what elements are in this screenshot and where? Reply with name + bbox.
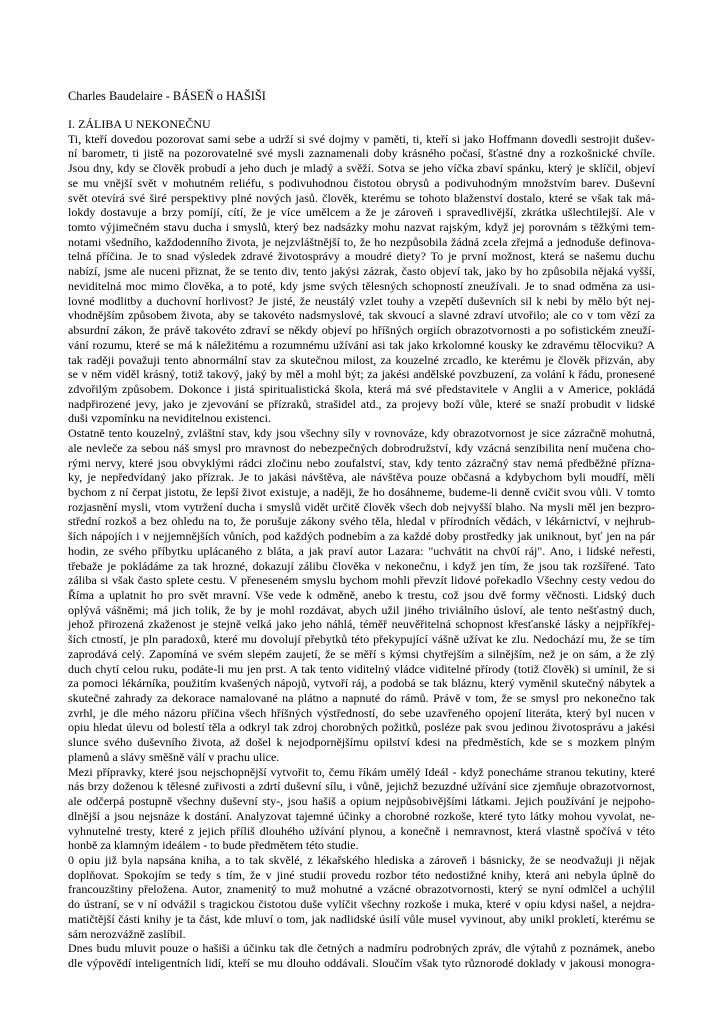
text-line: za pomoci lékárníka, použitím kvašených nápojů, vytvoří ráj, a podobá se tak bláznu, který vyměnil skutečný nábytek a: [68, 676, 655, 691]
text-line: opiu hledat úlevu od bolestí těla a odkryl tak zdroj chorobných požitků, posléze pak svou jedinou životosprávu a jakési: [68, 720, 655, 735]
document-body: [68, 117, 655, 971]
text-line: se mu vnější svět v mohutném reliéfu, s podivuhodnou čistotou obrysů a podivuhodným množstvím barev. Duševní: [68, 175, 655, 190]
text-line: zaprodává celý. Zapomíná ve svém slepém zaujetí, že se měří s kýmsi chytřejším a silnějším, než je on sám, a že zlý: [68, 646, 655, 661]
text-line: vání rozumu, které se má k náležitému a rozumnému užívání asi tak jako krkolomné kousky ke zdravému tělocviku? A: [68, 337, 655, 352]
text-line: Dnes budu mluvit pouze o hašiši a účinku tak dle četných a nadmíru podrobných zpráv, dle výtahů z poznámek, anebo: [68, 941, 655, 956]
text-line: nás brzy doženou k tělesné zuřivosti a zdrtí duševní sílu, i vůně, jejichž bezuzdné užívání sice zjemňuje obrazotvornost,: [68, 779, 655, 794]
text-line: vhodnějším způsobem života, aby se takovéto nadsmyslové, tak skvoucí a slavné zdraví utvořilo; ale co v tom vězí za: [68, 308, 655, 323]
text-line: Ostatně tento kouzelný, zvláštní stav, kdy jsou všechny síly v rovnováze, kdy obrazotvornost je sice zázračně mohutná,: [68, 426, 655, 441]
text-line: sám nerozvážně zaslíbil.: [68, 926, 186, 941]
text-line: tak raději považuji tento abnormální stav za skutečnou milost, za kouzelné zrcadlo, ke kterému je člověk přizván, aby: [68, 352, 655, 367]
text-line: ky, je nepředvídaný jako přízrak. Je to jakási návštěva, ale návštěva pouze občasná a kdybychom byli moudří, měli: [68, 470, 655, 485]
text-line: doplňovat. Spokojím se tedy s tím, že v jiné studii provedu rozbor této nedostižné knihy, která ani nebyla úplně do: [68, 867, 655, 882]
text-line: ní barometr, ti jistě na pozorovatelné své mysli zaznamenali doby krásného počasí, šťastné dny a rozkošnické chvíle.: [68, 146, 655, 161]
text-line: neviditelná moc mimo člověka, a to poté, kdy jsme svých tělesných schopností zneužívali. Je to snad odměna za usi-: [68, 278, 655, 293]
text-line: Říma a uplatnit ho pro svět mravní. Vše vede k odměně, anebo k trestu, což jsou dvě formy věčnosti. Lidský duch: [68, 588, 655, 602]
text-line: rozjasnění mysli, vtom vytržení ducha i smyslů vidět určitě člověk všech dob nejvyšší blaho. Na mysli měl jen bezpro-: [68, 499, 655, 514]
text-line: bychom z ní čerpat jistotu, že lepší život existuje, a naději, že ho dosáhneme, budeme-li denně cvičit svou vůli. V tomto: [68, 484, 655, 499]
text-line: notami všedního, každodenního života, je nejzvláštnější to, že ho nezpůsobila žádná zcela zřejmá a jednoduše definova-: [68, 234, 655, 249]
text-line: zvrhl, je dle mého názoru příčina všech hříšných výstředností, do sebe uzavřeného opojení literáta, který byl nucen v: [68, 705, 655, 720]
text-line: střední rozkoš a bez ohledu na to, že porušuje zákony svého těla, hledal v přírodních vědách, v lékárnictví, v nejhrub-: [68, 514, 655, 529]
text-line: Jsou dny, kdy se člověk probudí a jeho duch je mladý a svěží. Sotva se jeho víčka zbaví spánku, který je sklíčil, objeví: [68, 161, 655, 176]
text-line: nadpřirozené jevy, jako je zjevování se přízraků, strašidel atd., za projevy boží vůle, které se snaží probudit v lidské: [68, 396, 655, 411]
text-line: ších nápojích i v nejjemnějších vůních, pod každých podnebím a za každé doby prostředky jak uniknout, byť jen na pár: [68, 529, 655, 544]
text-line: dle výpovědí inteligentních lidí, kteří se mu dlouho oddávali. Sloučím však tyto různorodé doklady v jakousi monogra-: [68, 955, 655, 970]
text-line: Mezi přípravky, které jsou nejschopnější vytvořit to, čemu říkám umělý Ideál - když ponecháme stranou tekutiny, které: [68, 764, 655, 779]
text-line: jehož přirozená zkaženost je stejně velká jako jeho náhlá, téměř neuvěřitelná schopnost křesťanské lásky a nejpříkřej-: [68, 617, 655, 632]
text-line: plamenů a slávy směšně válí v prachu ulice.: [68, 749, 280, 764]
text-line: telná příčina. Je to snad výsledek zdravé životosprávy a moudré diety? To je první možnost, která se našemu duchu: [68, 249, 655, 264]
text-line: slunce svého duševního života, až došel k nejodpornějšímu opilství kdesi na předměstích, kde se s mozkem plným: [68, 735, 655, 750]
text-line: nabízí, jsme ale nuceni přiznat, že se tento div, tento jakýsi zázrak, často objeví tak, jako by ho způsobila nějaká vyšší,: [68, 264, 655, 279]
text-line: skutečné zahrady za dekorace namalované na plátno a napnuté do rámů. Právě v tom, že se smysl pro nekonečno tak: [68, 691, 655, 706]
text-line: třebaže je pokládáme za tak hrozné, dokazují zálibu člověka v nekonečnu, i když jen tím, že jsou tak rozšířené. Tato: [68, 558, 655, 573]
text-line: ale odčerpá postupně všechny duševní sty-, jsou hašiš a opium nejpůsobivějšími látkami. Jejich používání je nejpoho-: [68, 794, 655, 809]
text-line: duši vzpomínku na neviditelnou existenci.: [68, 411, 271, 426]
text-line: lovné modlitby a duchovní horlivost? Je jisté, že neustálý vzlet touhy a vzepětí duševních sil k nebi by mělo být nej-: [68, 293, 655, 308]
text-line: ale nevleče za sebou náš smysl pro mravnost do nebezpečných dobrodružství, kdy vzácná senzibilita není mučena cho-: [68, 440, 655, 455]
text-line: zdvořilým způsobem. Dokonce i jistá spiritualistická škola, která má své představitele v Anglii a v Americe, pokládá: [68, 381, 655, 396]
text-line: svět otevírá své širé perspektivy plné nových jasů. člověk, kterému se tohoto blaženství dostalo, které se však tak má-: [68, 190, 655, 205]
text-line: rými nervy, které jsou obvyklými rádci zločinu nebo zoufalství, stav, kdy tento zázračný stav nemá předběžné přízna-: [68, 455, 655, 470]
text-line: se v něm viděl krásný, totiž takový, jaký by měl a mohl být; za jakési andělské povzbuzení, za volání k řádu, pronesené: [68, 367, 655, 382]
document-header: Charles Baudelaire - BÁSEŇ o HAŠIŠI: [68, 89, 266, 103]
text-line: vyhnutelné tresty, které z jejich příliš dlouhého užívání plynou, a konečně i nemravnost, která vlastně spočívá v této: [68, 823, 655, 838]
text-line: 0 opiu již byla napsána kniha, a to tak skvělé, z lékařského hlediska a zároveň i básnicky, že se neodvažuji ji nějak: [68, 852, 655, 867]
text-line: dlnější a jsou nejsnáze k dostání. Analyzovat tajemné účinky a chorobné rozkoše, které tyto látky mohou vyvolat, ne-: [68, 808, 655, 823]
text-line: francouzštiny přeložena. Autor, znamenitý to muž mohutné a vzácné obrazotvornosti, který se nyní odmlčel a uchýlil: [68, 882, 655, 897]
text-line: matičtější části knihy je ta část, kde mluví o tom, jak nadlidské úsilí vůle musel vyvinout, aby unikl prokletí, kterému se: [68, 911, 655, 926]
text-line: do ústraní, se v ní odvážil s tragickou čistotou duše vylíčit všechny rozkoše i muka, které v opiu kdysi našel, a nejdra-: [68, 897, 655, 912]
text-line: absurdní zákon, že právě takovéto zdraví se někdy objeví po hříšných orgiích obrazotvornosti a po sofistickém zneuží-: [68, 323, 655, 338]
section-heading: I. ZÁLIBA U NEKONEČNU: [68, 117, 211, 131]
text-line: lokdy dostavuje a brzy pomíjí, cítí, že je více umělcem a že je zároveň i spravedlivější, zkrátka ušlechtilejší. Ale v: [68, 205, 655, 220]
text-line: záliba si však často splete cestu. V přeneseném smyslu bychom mohli převzít lidové pořekadlo Všechny cesty vedou do: [68, 573, 655, 588]
text-line: honbě za klamným ideálem - to bude předmětem této studie.: [68, 838, 359, 853]
text-line: duch chytí celou ruku, podáte-li mu jen prst. A tak tento viditelný vládce viditelné přírody (totiž člověk) si umínil, že si: [68, 661, 655, 676]
text-line: Ti, kteří dovedou pozorovat sami sebe a udrží si své dojmy v paměti, ti, kteří si jako Hoffmann dovedli sestrojit dušev-: [68, 131, 655, 146]
text-line: tomto výjimečném stavu ducha i smyslů, který bez nadsázky mohu nazvat rajským, když jej porovnám s těžkými tem-: [68, 220, 655, 235]
text-line: ších ctností, je pln paradoxů, které mu dovolují přebytků této překypující vášně užívat ke zlu. Nedochází mu, že se tím: [68, 632, 655, 647]
text-line: oplývá vášněmi; má jich tolik, že by je mohl rozdávat, abych užil jiného triviálního úsloví, ale tento nešťastný duch,: [68, 602, 655, 617]
text-line: hodin, ze svého příbytku uplácaného z bláta, a jak praví autor Lazara: "uchvátit na chv0í ráj". Ano, i lidské neřesti,: [68, 543, 655, 558]
